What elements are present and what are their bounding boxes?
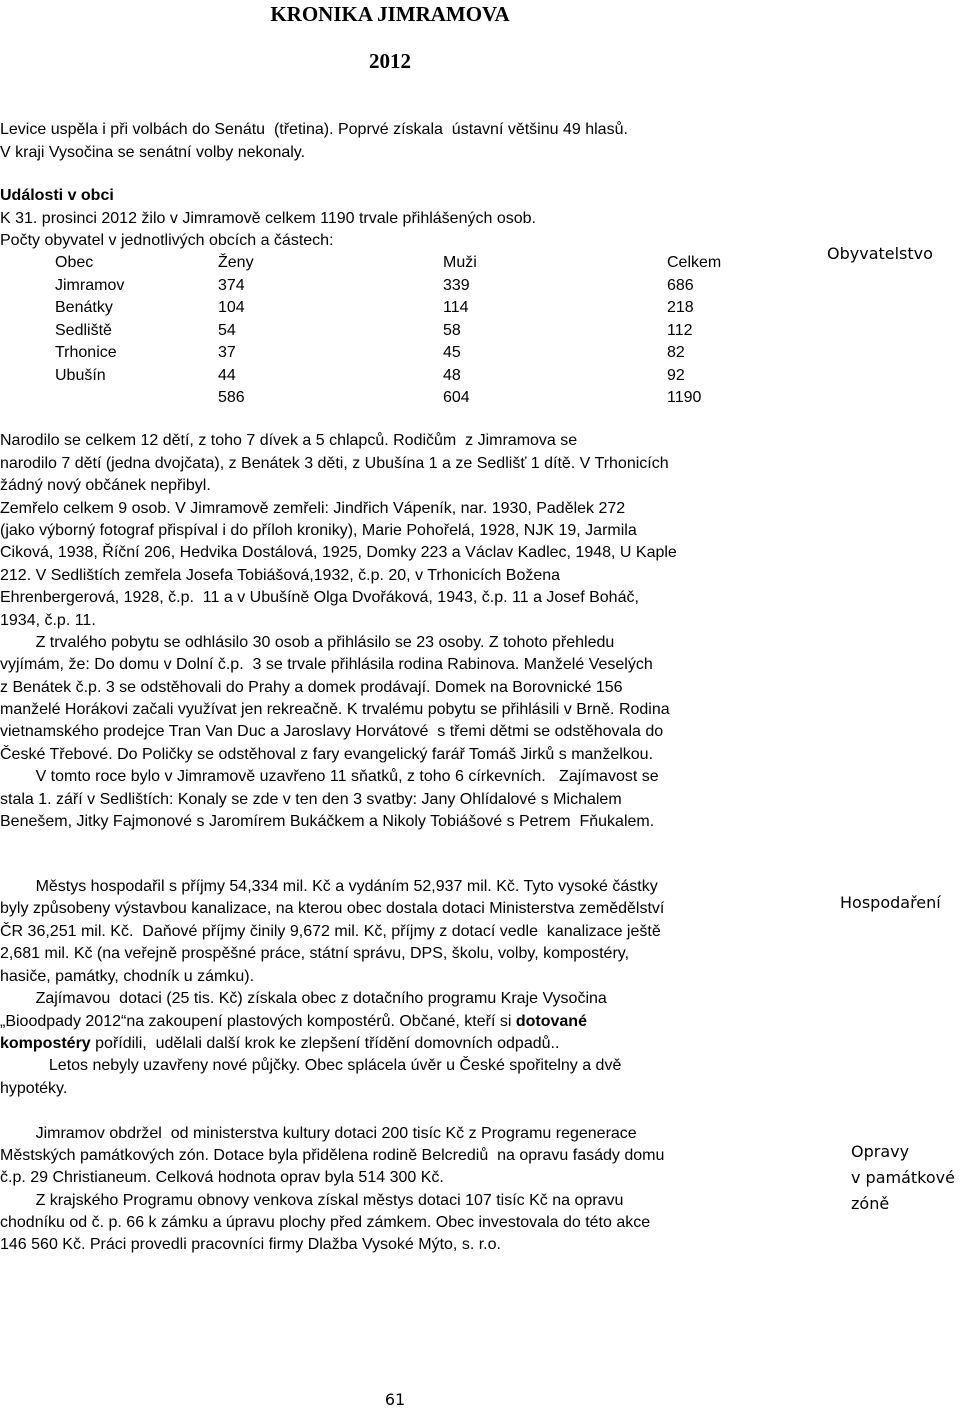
events-line: K 31. prosinci 2012 žilo v Jimramově celkem 1190 trvale přihlášených osob. <box>0 210 536 227</box>
text-line: č.p. 29 Christianeum. Celková hodnota oprav byla 514 300 Kč. <box>0 1169 444 1186</box>
text-line <box>0 1033 559 1055</box>
cell-celkem: 92 <box>667 367 685 384</box>
bold-text: kompostéry <box>0 1035 91 1052</box>
table-row <box>0 297 760 319</box>
text-line: vietnamského prodejce Tran Van Duc a Jaroslavy Horvátové s třemi dětmi se odstěhovala do <box>0 723 664 740</box>
text-line: Městských památkových zón. Dotace byla přidělena rodině Belcrediů na opravu fasády domu <box>0 1147 665 1164</box>
text-line: V tomto roce bylo v Jimramově uzavřeno 11 sňatků, z toho 6 církevních. Zajímavost se <box>0 768 659 785</box>
text-line: České Třebové. Do Poličky se odstěhoval z fary evangelický farář Tomáš Jirků s manželkou. <box>0 746 654 763</box>
cell-muzi: 114 <box>443 299 469 316</box>
cell-celkem: 686 <box>667 277 694 294</box>
cell-zeny: 104 <box>218 299 245 316</box>
table-row <box>0 365 760 387</box>
header-celkem: Celkem <box>667 254 722 271</box>
bold-text: dotované <box>515 1013 587 1030</box>
margin-note-monuments: zóně <box>851 1194 890 1213</box>
cell-muzi: 45 <box>443 344 461 361</box>
cell-zeny: 374 <box>218 277 245 294</box>
cell-muzi: 604 <box>443 389 470 406</box>
text-span: pořídili, udělali další krok ke zlepšení třídění domovních odpadů.. <box>90 1035 560 1052</box>
cell-obec: Trhonice <box>55 344 117 361</box>
text-line: Zajímavou dotaci (25 tis. Kč) získala obec z dotačního programu Kraje Vysočina <box>0 990 607 1007</box>
text-line: Ciková, 1938, Říční 206, Hedvika Dostálová, 1925, Domky 223 a Václav Kadlec, 1948, U Kaple <box>0 544 677 561</box>
header-obec: Obec <box>55 254 94 271</box>
header-muzi: Muži <box>443 254 477 271</box>
table-header-row <box>0 252 760 274</box>
cell-obec: Ubušín <box>55 367 106 384</box>
cell-zeny: 37 <box>218 344 236 361</box>
margin-note-monuments: Opravy <box>851 1142 910 1161</box>
text-line: vyjímám, že: Do domu v Dolní č.p. 3 se trvale přihlásila rodina Rabinova. Manželé Veselých <box>0 656 653 673</box>
table-row <box>0 275 760 297</box>
margin-note-monuments: v památkové <box>851 1168 955 1187</box>
text-line: manželé Horákovi začali využívat jen rekreačně. K trvalému pobytu se přihlásili v Brně. Rodina <box>0 701 670 718</box>
text-line <box>0 1011 587 1033</box>
text-line: 1934, č.p. 11. <box>0 612 96 629</box>
text-line: Městys hospodařil s příjmy 54,334 mil. Kč a vydáním 52,937 mil. Kč. Tyto vysoké částky <box>0 878 658 895</box>
intro-line: Levice uspěla i při volbách do Senátu (třetina). Poprvé získala ústavní většinu 49 hlasů. <box>0 121 628 138</box>
text-line: (jako výborný fotograf přispíval i do příloh kroniky), Marie Pohořelá, 1928, NJK 19, Jarmila <box>0 522 637 539</box>
table-row <box>0 320 760 342</box>
table-total-row <box>0 387 760 409</box>
text-line: Z krajského Programu obnovy venkova získal městys dotaci 107 tisíc Kč na opravu <box>0 1192 624 1209</box>
page-title: KRONIKA JIMRAMOVA <box>270 2 510 26</box>
cell-muzi: 48 <box>443 367 461 384</box>
cell-zeny: 44 <box>218 367 236 384</box>
text-line: ČR 36,251 mil. Kč. Daňové příjmy činily 9,672 mil. Kč, příjmy z dotací vedle kanalizace ještě <box>0 923 661 940</box>
events-line: Počty obyvatel v jednotlivých obcích a částech: <box>0 232 334 249</box>
cell-zeny: 54 <box>218 322 236 339</box>
text-line: Benešem, Jitky Fajmonové s Jaromírem Bukáčkem a Nikoly Tobiášové s Petrem Fňukalem. <box>0 813 655 830</box>
cell-zeny: 586 <box>218 389 245 406</box>
text-line: chodníku od č. p. 66 k zámku a úpravu plochy před zámkem. Obec investovala do této akce <box>0 1214 651 1231</box>
text-line: žádný nový občánek nepřibyl. <box>0 477 211 494</box>
text-line: 146 560 Kč. Práci provedli pracovníci firmy Dlažba Vysoké Mýto, s. r.o. <box>0 1236 501 1253</box>
text-line: hasiče, památky, chodník u zámku). <box>0 968 255 985</box>
cell-celkem: 1190 <box>667 389 702 406</box>
text-line: Narodilo se celkem 12 dětí, z toho 7 dívek a 5 chlapců. Rodičům z Jimramova se <box>0 432 578 449</box>
text-line: Ehrenbergerová, 1928, č.p. 11 a v Ubušíně Olga Dvořáková, 1943, č.p. 11 a Josef Boháč, <box>0 589 639 606</box>
cell-obec: Sedliště <box>55 322 112 339</box>
margin-note-population: Obyvatelstvo <box>827 244 933 263</box>
cell-obec: Jimramov <box>55 277 125 294</box>
intro-line: V kraji Vysočina se senátní volby nekonaly. <box>0 144 306 161</box>
text-line: 212. V Sedlištích zemřela Josefa Tobiášová,1932, č.p. 20, v Trhonicích Božena <box>0 567 561 584</box>
text-line: hypotéky. <box>0 1080 68 1097</box>
text-line: z Benátek č.p. 3 se odstěhovali do Prahy a domek prodávají. Domek na Borovnické 156 <box>0 679 623 696</box>
cell-obec: Benátky <box>55 299 113 316</box>
year-heading: 2012 <box>369 49 411 73</box>
cell-muzi: 58 <box>443 322 461 339</box>
text-line: Jimramov obdržel od ministerstva kultury dotaci 200 tisíc Kč z Programu regenerace <box>0 1125 637 1142</box>
cell-celkem: 82 <box>667 344 685 361</box>
page-number: 61 <box>384 1390 406 1409</box>
header-zeny: Ženy <box>218 254 254 271</box>
text-line: Letos nebyly uzavřeny nové půjčky. Obec splácela úvěr u České spořitelny a dvě <box>0 1057 622 1074</box>
text-line: stala 1. září v Sedlištích: Konaly se zde v ten den 3 svatby: Jany Ohlídalové s Michalem <box>0 791 622 808</box>
table-row <box>0 342 760 364</box>
cell-celkem: 218 <box>667 299 694 316</box>
cell-muzi: 339 <box>443 277 470 294</box>
margin-note-economy: Hospodaření <box>840 893 941 912</box>
cell-celkem: 112 <box>667 322 693 339</box>
text-line: 2,681 mil. Kč (na veřejně prospěšné práce, státní správu, DPS, školu, volby, kompostéry, <box>0 945 630 962</box>
text-line: Z trvalého pobytu se odhlásilo 30 osob a přihlásilo se 23 osoby. Z tohoto přehledu <box>0 634 615 651</box>
text-line: Zemřelo celkem 9 osob. V Jimramově zemřeli: Jindřich Vápeník, nar. 1930, Padělek 272 <box>0 500 626 517</box>
text-line: byly způsobeny výstavbou kanalizace, na kterou obec dostala dotaci Ministerstva zemědělství <box>0 900 665 917</box>
text-span: „Bioodpady 2012“na zakoupení plastových kompostérů. Občané, kteří si <box>0 1013 516 1030</box>
text-line: narodilo 7 dětí (jedna dvojčata), z Benátek 3 děti, z Ubušína 1 a ze Sedlišť 1 dítě. V Trhonicích <box>0 455 669 472</box>
events-heading: Události v obci <box>0 187 114 204</box>
